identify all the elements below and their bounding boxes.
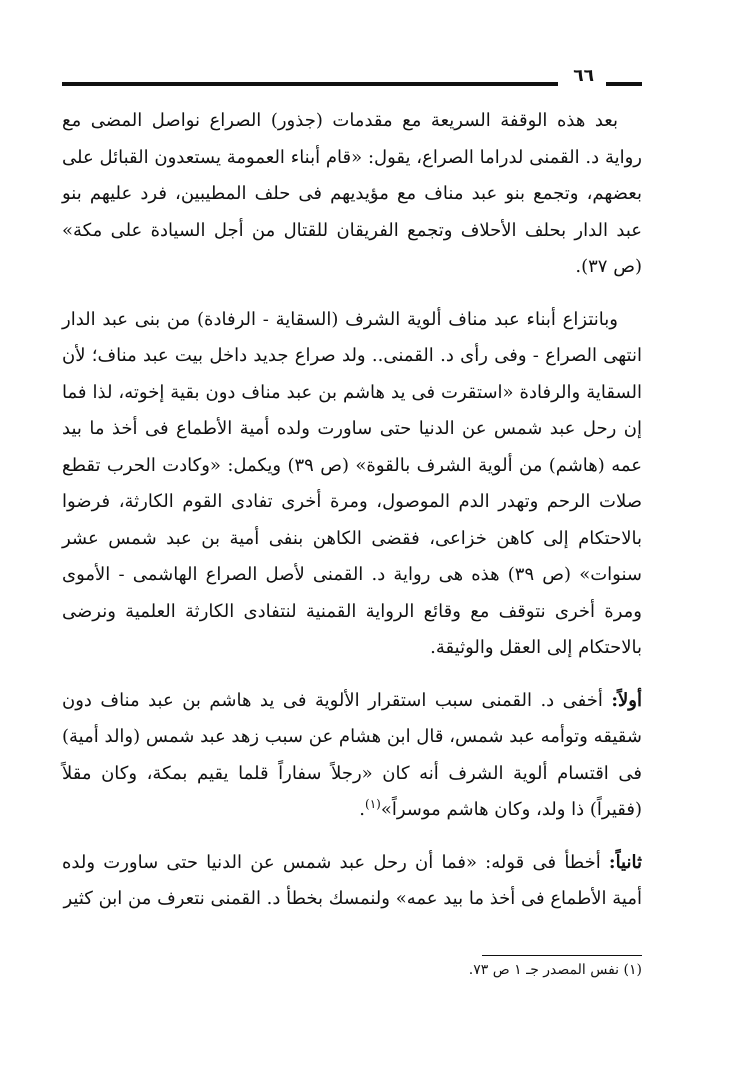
footnote-divider	[482, 955, 642, 956]
paragraph-2	[62, 302, 642, 667]
footnote: (١) نفس المصدر جـ ١ ص ٧٣.	[468, 962, 642, 978]
paragraph-tail: .	[359, 799, 366, 820]
body-text	[62, 103, 642, 934]
footnote-reference: (١)	[365, 797, 381, 811]
paragraph-lead: ثانياً:	[608, 851, 642, 873]
page-number: ٦٦	[573, 66, 594, 86]
header-rule	[62, 82, 558, 86]
paragraph-text: أخفى د. القمنى سبب استقرار الألوية فى يد هاشم بن عبد مناف دون شقيقه وتوأمه عبد شمس، قال ابن هشام عن سبب زهد عبد شمس (والد أمية) فى اقتسام ألوية الشرف أنه كان «رجلاً سفاراً قلما يقيم بمكة، وكان مقلاً (فقيراً) ذا ولد، وكان هاشم موسراً»	[62, 689, 642, 820]
paragraph-text: بعد هذه الوقفة السريعة مع مقدمات (جذور) الصراع نواصل المضى مع رواية د. القمنى لدراما الصراع، يقول: «قام أبناء العمومة يستعدون القبائل على بعضهم، وتجمع بنو عبد مناف مع مؤيديهم فى حلف المطيبين، فرد عليهم بنو عبد الدار بحلف الأحلاف وتجمع الفريقان للقتال من أجل السيادة على مكة» (ص ٣٧).	[62, 110, 642, 277]
paragraph-1	[62, 103, 642, 286]
paragraph-text: وبانتزاع أبناء عبد مناف ألوية الشرف (السقاية - الرفادة) من بنى عبد الدار انتهى الصراع - وفى رأى د. القمنى.. ولد صراع جديد داخل بيت عبد مناف؛ لأن السقاية والرفادة «استقرت فى يد هاشم بن عبد مناف دون بقية إخوته، لذا فما إن رحل عبد شمس عن الدنيا حتى ساورت ولده أمية الأطماع فى أخذ ما بيد عمه (هاشم) من ألوية الشرف بالقوة» (ص ٣٩) ويكمل: «وكادت الحرب تقطع صلات الرحم وتهدر الدم الموصول، ومرة أخرى تفادى القوم الكارثة، فرضوا بالاحتكام إلى كاهن خزاعى، فقضى الكاهن بنفى أمية بن عبد شمس عشر سنوات» (ص ٣٩) هذه هى رواية د. القمنى لأصل الصراع الهاشمى - الأموى ومرة أخرى نتوقف مع وقائع الرواية القمنية لنتفادى الكارثة العلمية ونرضى بالاحتكام إلى العقل والوثيقة.	[62, 308, 642, 658]
paragraph-4	[62, 845, 642, 918]
page-header	[62, 58, 642, 98]
paragraph-lead: أولاً:	[611, 689, 642, 711]
paragraph-text: أخطأ فى قوله: «فما أن رحل عبد شمس عن الدنيا حتى ساورت ولده أمية الأطماع فى أخذ ما بيد عمه» ولنمسك بخطأ د. القمنى نتعرف من ابن كثير	[62, 851, 642, 909]
header-rule-short	[606, 82, 642, 86]
paragraph-3	[62, 683, 642, 829]
